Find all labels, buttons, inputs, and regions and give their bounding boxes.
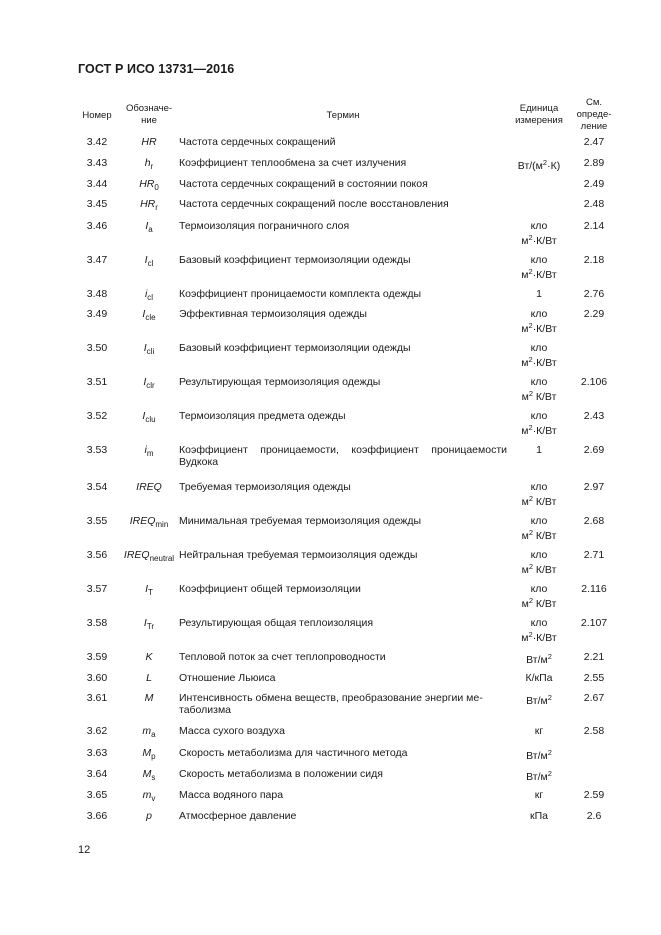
row-definition-ref: 2.69 — [583, 444, 605, 456]
row-unit: кло $м^2$ К/Вт — [521, 583, 557, 610]
row-number: 3.63 — [86, 747, 108, 759]
row-symbol: L — [146, 672, 152, 684]
table-row — [78, 308, 618, 342]
row-number: 3.53 — [86, 444, 108, 456]
table-row — [78, 376, 618, 410]
table-row — [78, 651, 618, 672]
terms-table — [78, 96, 618, 831]
row-definition-ref: 2.107 — [580, 617, 608, 629]
row-number: 3.51 — [86, 376, 108, 388]
row-unit: кло $м^2$ К/Вт — [521, 549, 557, 576]
row-symbol: $m_a$ — [142, 725, 156, 739]
row-unit: кло $м^2\cdot К/Вт$ — [521, 410, 557, 437]
table-row — [78, 617, 618, 651]
row-term: Коэффициент проницаемости комплекта одежды — [179, 288, 422, 300]
row-symbol: K — [145, 651, 153, 663]
row-definition-ref: 2.68 — [583, 515, 605, 527]
row-symbol: $I_{cle}$ — [142, 308, 156, 322]
row-definition-ref: 2.55 — [583, 672, 605, 684]
row-unit: кло $м^2\cdot К/Вт$ — [521, 617, 557, 644]
row-term: Частота сердечных сокращений — [179, 136, 336, 148]
row-unit: кло $м^2\cdot К/Вт$ — [521, 220, 557, 247]
row-number: 3.48 — [86, 288, 108, 300]
row-definition-ref: 2.67 — [583, 692, 605, 704]
row-unit: кло $м^2$ К/Вт — [521, 481, 557, 508]
row-term: Базовый коэффициент термоизоляции одежды — [179, 342, 411, 354]
header-unit: Единица измерения — [515, 103, 563, 126]
row-number: 3.52 — [86, 410, 108, 422]
row-term: Коэффициент теплообмена за счет излучения — [179, 157, 407, 169]
table-row — [78, 342, 618, 376]
document-header: ГОСТ Р ИСО 13731—2016 — [78, 62, 235, 76]
row-term: Частота сердечных сокращений после восстановления — [179, 198, 449, 210]
row-symbol: $HR_r$ — [140, 198, 158, 212]
row-number: 3.42 — [86, 136, 108, 148]
row-symbol: $HR_0$ — [139, 178, 159, 192]
row-number: 3.50 — [86, 342, 108, 354]
row-symbol: $I_{cli}$ — [143, 342, 155, 356]
row-term: Тепловой поток за счет теплопроводности — [179, 651, 386, 663]
row-term: Результирующая общая теплоизоляция — [179, 617, 374, 629]
page-number: 12 — [78, 844, 91, 856]
row-term: Требуемая термоизоляция одежды — [179, 481, 351, 493]
table-row — [78, 220, 618, 254]
row-symbol: $IREQ_{min}$ — [129, 515, 169, 529]
table-row — [78, 692, 618, 725]
row-unit: 1 — [536, 444, 542, 456]
row-number: 3.49 — [86, 308, 108, 320]
table-body — [78, 136, 618, 831]
row-term: Частота сердечных сокращений в состоянии покоя — [179, 178, 428, 190]
row-number: 3.43 — [86, 157, 108, 169]
row-term: Отношение Льюиса — [179, 672, 276, 684]
row-term: Базовый коэффициент термоизоляции одежды — [179, 254, 411, 266]
row-definition-ref: 2.14 — [583, 220, 605, 232]
row-symbol: IREQ — [136, 481, 162, 493]
row-term: Масса сухого воздуха — [179, 725, 285, 737]
table-row — [78, 515, 618, 549]
table-row — [78, 672, 618, 692]
row-term: Эффективная термоизоляция одежды — [179, 308, 367, 320]
row-term: Масса водяного пара — [179, 789, 284, 801]
row-number: 3.65 — [86, 789, 108, 801]
row-term: Результирующая термоизоляция одежды — [179, 376, 381, 388]
row-symbol: $i_m$ — [144, 444, 154, 458]
table-row — [78, 198, 618, 220]
row-unit: 1 — [536, 288, 542, 300]
row-symbol: $I_a$ — [145, 220, 153, 234]
row-number: 3.46 — [86, 220, 108, 232]
table-row — [78, 725, 618, 747]
row-unit: кг — [534, 789, 544, 801]
row-term: Скорость метаболизма в положении сидя — [179, 768, 383, 780]
row-definition-ref: 2.76 — [583, 288, 605, 300]
row-symbol: $i_{cl}$ — [144, 288, 154, 302]
row-symbol: $m_v$ — [142, 789, 156, 803]
table-row — [78, 136, 618, 157]
table-row — [78, 410, 618, 444]
table-row — [78, 178, 618, 198]
row-definition-ref: 2.116 — [581, 583, 607, 595]
row-number: 3.60 — [86, 672, 108, 684]
table-row — [78, 789, 618, 810]
row-term: Интенсивность обмена веществ, преобразование энергии ме- таболизма — [179, 692, 483, 716]
row-definition-ref: 2.21 — [583, 651, 605, 663]
table-row — [78, 288, 618, 308]
header-number: Номер — [82, 110, 112, 121]
row-definition-ref: 2.58 — [583, 725, 605, 737]
row-term: Коэффициент общей термоизоляции — [179, 583, 361, 595]
row-unit: кг — [534, 725, 544, 737]
row-term: Термоизоляция пограничного слоя — [179, 220, 350, 232]
row-unit: $Вт/м^2$ — [526, 769, 552, 783]
row-unit: кло $м^2$ К/Вт — [521, 376, 557, 403]
row-number: 3.59 — [86, 651, 108, 663]
row-definition-ref: 2.43 — [583, 410, 605, 422]
row-symbol: $h_r$ — [144, 157, 154, 171]
row-symbol: HR — [141, 136, 157, 148]
row-number: 3.56 — [86, 549, 108, 561]
row-definition-ref: 2.106 — [580, 376, 608, 388]
table-row — [78, 583, 618, 617]
row-definition-ref: 2.71 — [583, 549, 605, 561]
row-symbol: $IREQ_{neutral}$ — [123, 549, 175, 563]
row-symbol: $I_{clr}$ — [143, 376, 155, 390]
row-number: 3.61 — [86, 692, 108, 704]
row-definition-ref: 2.59 — [583, 789, 605, 801]
table-row — [78, 810, 618, 831]
row-symbol: $I_{clu}$ — [142, 410, 156, 424]
row-unit: кло $м^2\cdot К/Вт$ — [521, 308, 557, 335]
row-number: 3.58 — [86, 617, 108, 629]
row-term: Коэффициент проницаемости, коэффициент проницаемости Вудкока — [179, 444, 507, 468]
row-definition-ref: 2.97 — [583, 481, 605, 493]
row-term: Минимальная требуемая термоизоляция одежды — [179, 515, 422, 527]
row-term: Скорость метаболизма для частичного метода — [179, 747, 408, 759]
row-symbol: p — [146, 810, 152, 822]
row-definition-ref: 2.6 — [586, 810, 602, 822]
header-symbol: Обозначе- ние — [125, 103, 173, 126]
row-symbol: $I_{Tr}$ — [143, 617, 155, 631]
row-definition-ref: 2.18 — [583, 254, 605, 266]
row-symbol: $M_s$ — [142, 768, 156, 782]
row-symbol: $I_{cl}$ — [144, 254, 154, 268]
row-unit: К/кПа — [525, 672, 553, 684]
table-row — [78, 444, 618, 481]
row-unit: кло $м^2\cdot К/Вт$ — [521, 342, 557, 369]
row-number: 3.57 — [86, 583, 108, 595]
row-definition-ref: 2.48 — [583, 198, 605, 210]
table-row — [78, 157, 618, 178]
row-number: 3.66 — [86, 810, 108, 822]
row-definition-ref: 2.49 — [583, 178, 605, 190]
row-number: 3.54 — [86, 481, 108, 493]
table-row — [78, 747, 618, 768]
row-term: Нейтральная требуемая термоизоляция одежды — [179, 549, 418, 561]
row-unit: $Вт/м^2$ — [526, 748, 552, 762]
table-row — [78, 768, 618, 789]
row-unit: кло $м^2$ К/Вт — [521, 515, 557, 542]
table-row — [78, 254, 618, 288]
row-symbol: M — [144, 692, 154, 704]
row-unit: $Вт/м^2$ — [526, 693, 552, 707]
row-number: 3.44 — [86, 178, 108, 190]
row-symbol: $M_p$ — [142, 747, 156, 761]
table-row — [78, 481, 618, 515]
row-number: 3.45 — [86, 198, 108, 210]
row-unit: $Вт/(м^2\cdot К)$ — [517, 158, 561, 172]
header-definition: См. опреде- ление — [576, 97, 612, 132]
row-unit: кПа — [530, 810, 548, 822]
row-term: Атмосферное давление — [179, 810, 297, 822]
table-header — [78, 96, 618, 136]
header-term: Термин — [326, 110, 360, 121]
row-unit: $Вт/м^2$ — [526, 652, 552, 666]
row-number: 3.64 — [86, 768, 108, 780]
row-number: 3.47 — [86, 254, 108, 266]
row-number: 3.62 — [86, 725, 108, 737]
row-symbol: $I_T$ — [145, 583, 153, 597]
table-row — [78, 549, 618, 583]
row-definition-ref: 2.47 — [583, 136, 605, 148]
row-definition-ref: 2.89 — [583, 157, 605, 169]
row-number: 3.55 — [86, 515, 108, 527]
row-unit: кло $м^2\cdot К/Вт$ — [521, 254, 557, 281]
row-definition-ref: 2.29 — [583, 308, 605, 320]
row-term: Термоизоляция предмета одежды — [179, 410, 346, 422]
